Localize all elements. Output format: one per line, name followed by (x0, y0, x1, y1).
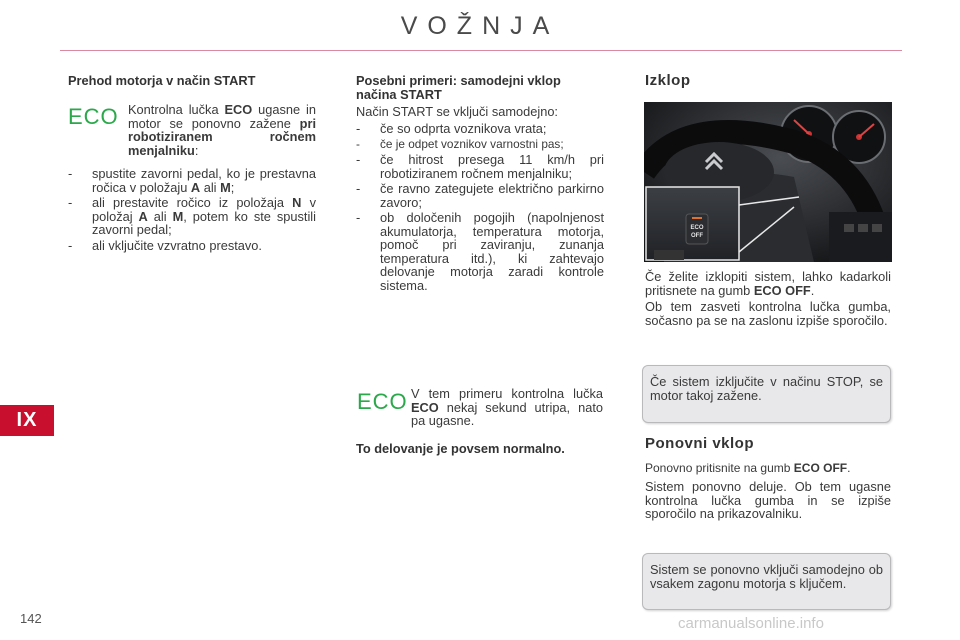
eco-text: nekaj sekund utripa, nato pa ugasne. (411, 399, 603, 428)
on-text-bold: ECO OFF (793, 461, 848, 475)
list-item (68, 196, 316, 237)
on-text-2: Sistem ponovno deluje. Ob tem ugasne kontrolna lučka gumba in se izpiše sporočilo na prikazovalniku. (645, 479, 891, 521)
col2-heading: Posebni primeri: samodejni vklop načina START (356, 73, 561, 102)
item-text: spustite zavorni pedal, ko je prestavna ročica v položaju (92, 166, 316, 195)
intro-end: : (194, 142, 199, 158)
page-title: VOŽNJA (400, 12, 560, 40)
item-bold: A (190, 179, 201, 195)
title-divider (60, 50, 902, 51)
list-item: - ob določenih pogojih (napolnjenost akumulatorja, temperatura motorja, pomoč pri zaviranju, zunanja temperatura itd.), ki zahtevajo delovanje motorja zaradi kontrole sistema. (356, 211, 604, 292)
list-item: - če hitrost presega 11 km/h pri robotiziranem ročnem menjalniku; (356, 153, 604, 180)
col2-list (356, 122, 604, 294)
item-text: ali (203, 179, 217, 195)
list-item: - ali vključite vzvratno prestavo. (68, 239, 316, 253)
on-text-part: . (847, 461, 851, 475)
dashboard-photo (644, 102, 892, 262)
col2-intro: Način START se vključi samodejno: (356, 104, 558, 119)
intro-bold: pri robotiziranem ročnem menjalniku (128, 115, 316, 158)
intro-text: ugasne in motor se ponovno zažene (128, 102, 317, 131)
eco-text: V tem primeru kontrolna lučka (411, 386, 603, 401)
on-text-part: Ponovno pritisnite na gumb (645, 461, 791, 475)
note-box-stop: Če sistem izključite v načinu STOP, se motor takoj zažene. (642, 365, 891, 423)
note-box-restart: Sistem se ponovno vključi samodejno ob vsakem zagonu motorja s ključem. (642, 553, 891, 610)
eco-off-label: ECO (690, 225, 704, 231)
on-text (645, 462, 891, 476)
item-text: v položaj (92, 195, 316, 224)
intro-eco: ECO (224, 102, 253, 117)
heading-on: Ponovni vklop (645, 435, 755, 452)
list-item (68, 167, 316, 194)
item-bold: N (292, 195, 302, 210)
item-text: , potem ko ste spustili zavorni pedal; (92, 208, 316, 237)
list-item: - če so odprta voznikova vrata; (356, 122, 604, 136)
col1-intro (128, 103, 316, 157)
col1-heading: Prehod motorja v način START (68, 73, 256, 88)
item-text: ali (153, 208, 167, 224)
eco-bold: ECO (411, 399, 439, 415)
item-text: ali prestavite ročico iz položaja (92, 195, 284, 210)
watermark: carmanualsonline.info (678, 615, 824, 632)
off-text-part: . (810, 282, 815, 298)
off-text-bold: ECO OFF (753, 282, 811, 298)
col2-normal: To delovanje je povsem normalno. (356, 441, 565, 456)
eco-icon: ECO (357, 389, 408, 414)
eco-icon: ECO (68, 104, 119, 129)
intro-text: Kontrolna lučka (128, 102, 219, 117)
heading-off: Izklop (645, 72, 691, 89)
list-item: - če je odpet voznikov varnostni pas; (356, 138, 604, 152)
page-number: 142 (20, 611, 42, 626)
list-item: - če ravno zategujete električno parkirno zavoro; (356, 182, 604, 209)
off-text (645, 270, 891, 297)
off-text-part: Če želite izklopiti sistem, lahko kadarkoli pritisnete na gumb (645, 269, 891, 298)
col1-list (68, 167, 316, 254)
eco-off-label: OFF (691, 233, 703, 239)
item-bold: A (138, 208, 148, 224)
item-bold: M (172, 208, 184, 224)
item-text: ; (230, 179, 235, 195)
item-bold: M (220, 179, 231, 195)
chapter-tab: IX (0, 405, 54, 436)
dashboard-illustration (644, 102, 892, 262)
col2-eco-text (411, 387, 603, 428)
off-text-2: Ob tem zasveti kontrolna lučka gumba, sočasno pa se na zaslonu izpiše sporočilo. (645, 299, 891, 328)
